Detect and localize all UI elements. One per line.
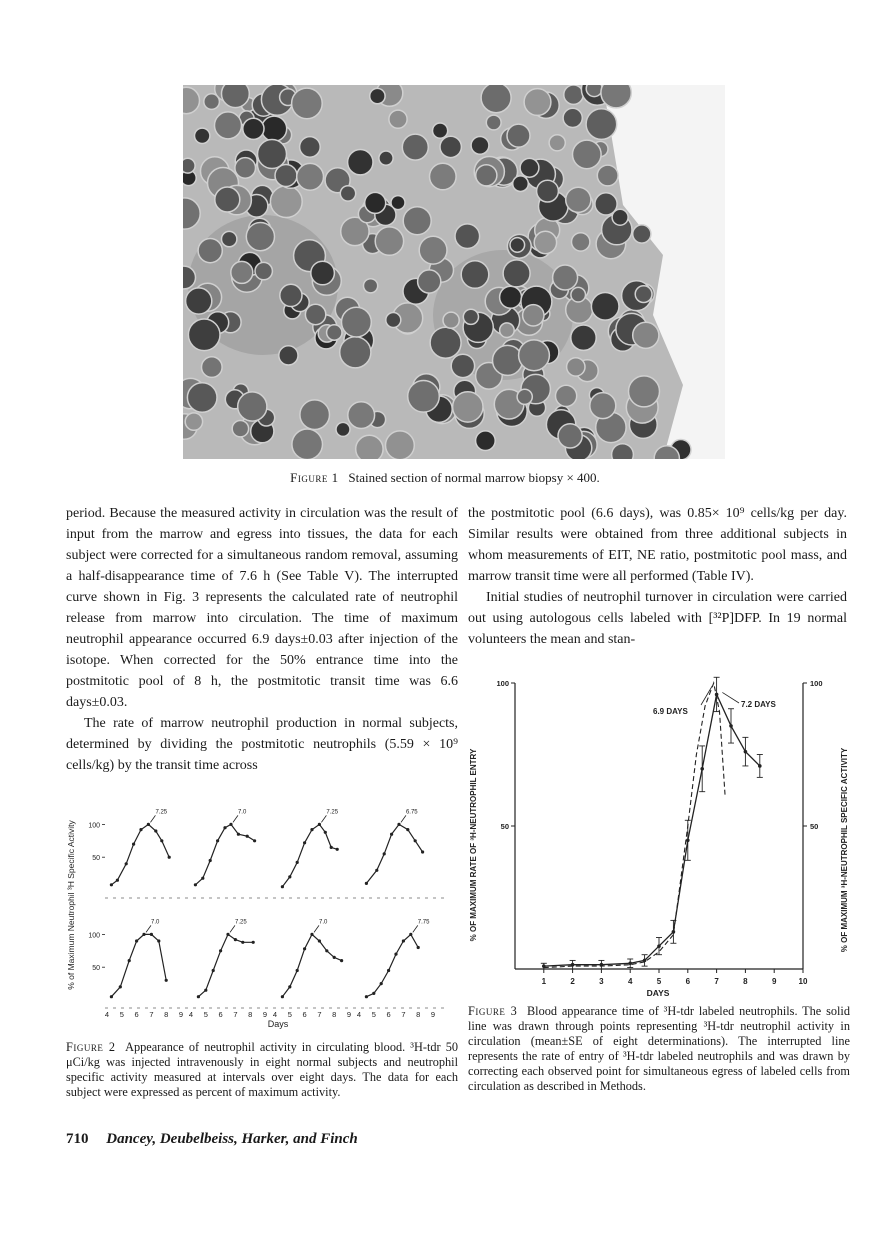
cell [386,313,401,328]
entry-rate-line [544,683,725,968]
x-tick-label: 6 [685,977,691,986]
cell [222,85,250,108]
data-point [686,839,690,843]
data-point [253,839,256,842]
cell [591,293,619,321]
cell [534,231,556,253]
data-point [394,953,397,956]
cell [258,140,287,169]
peak-label: 7.0 [237,809,247,816]
cell [590,393,616,419]
cell [186,288,212,314]
data-point [234,938,237,941]
cell [375,227,403,255]
peak-arrow [413,925,418,932]
x-tick-label: 6 [302,1010,307,1019]
cell [292,88,323,119]
figure-3-xlabel: DAYS [646,988,670,998]
x-tick-label: 8 [164,1010,169,1019]
cell [222,231,237,246]
data-point [150,933,153,936]
data-point [216,839,219,842]
specific-activity-line [544,694,760,966]
cell [601,85,631,108]
figure-3-chart [465,675,855,1005]
figure-1-text: Stained section of normal marrow biopsy × 400. [348,470,600,485]
cell [327,325,342,340]
series-line [366,934,418,996]
data-point [715,693,719,697]
cell [365,192,386,213]
data-point [387,969,390,972]
data-point [310,828,313,831]
peak-arrow [230,925,235,932]
cell [364,279,378,293]
data-point [288,875,291,878]
x-tick-label: 4 [104,1010,110,1019]
data-point [128,959,131,962]
cell [300,400,330,430]
peak-label: 7.25 [326,809,339,816]
cell [342,307,372,337]
peak-arrow [321,815,326,822]
cell [507,124,530,147]
cell [566,187,591,212]
cell [202,357,223,378]
cell [486,115,501,130]
x-tick-label: 5 [203,1010,208,1019]
y-tick-label: 100 [88,932,100,940]
cell [348,402,375,429]
data-point [380,982,383,985]
series-line [366,824,422,883]
data-point [365,995,368,998]
peak-arrow [233,815,238,822]
cell [510,238,525,253]
data-point [147,823,150,826]
x-tick-label: 1 [541,977,547,986]
cell [262,116,287,141]
data-point [571,963,575,967]
data-point [132,843,135,846]
x-tick-label: 5 [656,977,662,986]
peak-arrow [401,815,406,822]
cell [419,236,447,264]
data-point [119,985,122,988]
cell [430,327,461,358]
data-point [226,933,229,936]
data-point [154,829,157,832]
x-tick-label: 6 [134,1010,139,1019]
cell [238,392,267,421]
data-point [657,944,661,948]
x-tick-label: 5 [371,1010,376,1019]
cell [279,346,298,365]
cell [493,345,523,375]
cell [571,287,586,302]
data-point [325,949,328,952]
cell [433,123,448,138]
x-tick-label: 9 [178,1010,184,1019]
x-tick-label: 4 [627,977,633,986]
data-point [241,941,244,944]
data-point [417,946,420,949]
cell [476,431,496,451]
cell [215,112,242,139]
cell [300,137,321,158]
figure-1-caption [0,470,890,486]
data-point [324,831,327,834]
data-point [110,995,113,998]
cell [517,389,532,404]
figure-2-label: Figure 2 [66,1040,116,1054]
x-tick-label: 8 [332,1010,337,1019]
cell [451,354,474,377]
y-tick-label: 50 [92,855,100,863]
cell [520,158,539,177]
figure-3-left-ylabel: % OF MAXIMUM RATE OF ³H-NEUTROPHIL ENTRY [469,748,478,942]
figure-1-label: Figure 1 [290,470,339,485]
data-point [336,848,339,851]
y-tick-label: 50 [92,965,100,973]
data-point [643,959,647,963]
data-point [194,883,197,886]
data-point [204,989,207,992]
figure-3-annotation-solid: 7.2 DAYS [741,700,776,709]
cell [476,165,497,186]
figure-3-caption [468,1004,850,1094]
cell [481,85,511,113]
left-paragraph-1: period. Because the measured activity in circulation was the result of input from the marrow and egress into tissues, the data for each subject were corrected for a simultaneous random removal, assuming a half-disappearance time of 7.6 h (See Table V). The interrupted curve shown in Fig. 3 represents the calculated rate of neutrophil release from marrow into circulation. The time of maximum neutrophil appearance occurred 6.9 days±0.03 after injection of the isotope. When corrected for the 50% entrance time into the postmitotic pool of 8 h, the postmitotic transit time was 6.6 days±0.03. [66,506,458,710]
x-tick-label: 7 [149,1010,154,1019]
data-point [229,823,232,826]
cell [572,233,590,251]
cell [629,376,660,407]
cell [567,358,585,376]
cell [500,286,522,308]
cell [297,163,324,190]
cell [597,165,618,186]
data-point [729,724,733,728]
cell [188,319,220,351]
data-point [160,839,163,842]
y-tick-label-right: 50 [810,822,819,831]
cell [519,340,550,371]
cell [270,186,302,218]
cell [185,413,202,430]
authors: Dancey, Deubelbeiss, Harker, and Finch [106,1131,358,1147]
cell [379,151,393,165]
cell [340,337,371,368]
x-tick-label: 5 [287,1010,292,1019]
figure-2-caption [66,1040,458,1100]
figure-2-text: Appearance of neutrophil activity in circulating blood. ³H-tdr 50 μCi/kg was injected intravenously in eight normal subjects and neutrophil specific activity measured at intervals over eight days. The data for each subject were expressed as percent of maximum activity. [66,1040,458,1099]
cell [503,260,530,287]
x-tick-label: 10 [798,977,808,986]
series-line [111,824,169,884]
cell [305,304,325,324]
cell [549,135,565,151]
data-point [310,933,313,936]
data-point [212,969,215,972]
peak-label: 6.75 [405,809,418,816]
cell [402,134,428,160]
cell [348,150,373,175]
peak-label: 7.0 [151,919,160,926]
data-point [340,959,343,962]
data-point [406,828,409,831]
cell [198,239,222,263]
data-point [219,949,222,952]
data-point [318,823,321,826]
cell [537,180,559,202]
cell [255,262,272,279]
data-point [116,879,119,882]
peak-label: 7.75 [417,919,430,926]
data-point [288,985,291,988]
data-point [409,933,412,936]
cell [612,209,628,225]
data-point [139,828,142,831]
cell [523,305,544,326]
x-tick-label: 6 [218,1010,223,1019]
x-tick-label: 7 [233,1010,238,1019]
cell [408,381,440,413]
page-footer [66,1131,358,1148]
cell [556,385,577,406]
y-tick-label-left: 50 [500,822,509,831]
data-point [402,939,405,942]
data-point [330,846,333,849]
data-point [600,963,604,967]
cell [455,224,480,249]
cell [232,421,248,437]
x-tick-label: 8 [743,977,748,986]
cell [573,140,602,169]
cell [280,284,302,306]
data-point [142,933,145,936]
x-tick-label: 3 [599,977,604,986]
data-point [223,826,226,829]
peak-arrow [314,925,319,932]
x-tick-label: 9 [430,1010,436,1019]
data-point [135,939,138,942]
figure-3-right-ylabel: % OF MAXIMUM ³H-NEUTROPHIL SPECIFIC ACTIVITY [840,747,849,953]
figure-2-xlabel: Days [267,1019,289,1029]
data-point [744,750,748,754]
peak-label: 7.0 [319,919,328,926]
cell [195,128,210,143]
cell [513,176,529,192]
peak-label: 7.25 [155,809,168,816]
cell [586,85,602,97]
cell [635,286,652,303]
data-point [125,862,128,865]
data-point [303,947,306,950]
cell [586,109,617,140]
data-point [542,964,546,968]
cell [246,223,274,251]
x-tick-label: 7 [401,1010,406,1019]
cell [471,137,489,155]
marrow-micrograph [183,85,725,459]
data-point [252,941,255,944]
x-tick-label: 8 [416,1010,421,1019]
data-point [365,882,368,885]
x-tick-label: 9 [262,1010,268,1019]
data-point [303,841,306,844]
x-tick-label: 4 [272,1010,278,1019]
figure-2-chart [60,795,458,1035]
series-line [198,934,253,996]
right-text-column [468,503,847,650]
x-tick-label: 7 [714,977,719,986]
peak-label: 7.25 [235,919,247,926]
right-paragraph-1: the postmitotic pool (6.6 days), was 0.85× 10⁹ cells/kg per day. Similar results were obtained from three additional subjects in whom measurements of EIT, NE ratio, postmitotic pool mass, and marrow transit time were all performed (Table IV). [468,506,847,584]
data-point [383,852,386,855]
solid-peak-arrow [722,692,739,703]
cell [340,186,355,201]
data-point [414,839,417,842]
cell [453,392,483,422]
cell [440,136,461,157]
data-point [421,850,424,853]
cell [612,444,634,459]
cell [633,322,659,348]
cell [204,94,220,110]
data-point [209,859,212,862]
cell [524,89,551,116]
data-point [281,885,284,888]
x-tick-label: 2 [570,977,575,986]
data-point [168,856,171,859]
cell [553,265,578,290]
cell [430,163,457,190]
cell [389,110,407,128]
x-tick-label: 9 [346,1010,352,1019]
data-point [157,939,160,942]
cell [418,270,441,293]
cell [564,85,583,104]
right-paragraph-2: Initial studies of neutrophil turnover in circulation were carried out using autologous cells labeled with [³²P]DFP. In 19 normal volunteers the mean and stan- [468,590,847,647]
data-point [110,883,113,886]
figure-3-annotation-dashed: 6.9 DAYS [653,707,688,716]
cell [311,261,335,285]
data-point [375,869,378,872]
cell [183,158,195,173]
data-point [237,833,240,836]
data-point [672,930,676,934]
data-point [628,961,632,965]
x-tick-label: 7 [317,1010,322,1019]
cell [215,187,240,212]
x-tick-label: 5 [119,1010,124,1019]
cell [370,88,385,103]
cell [231,261,253,283]
cell [403,207,431,235]
cell [563,108,582,127]
data-point [390,833,393,836]
data-point [333,956,336,959]
y-tick-label: 100 [88,822,100,830]
cell [571,325,596,350]
data-point [201,877,204,880]
figure-2-ylabel: % of Maximum Neutrophil ³H Specific Activity [66,820,76,990]
data-point [758,764,762,768]
data-point [700,767,704,771]
left-text-column [66,503,458,776]
peak-arrow [150,815,155,822]
cell [187,383,217,413]
data-point [296,861,299,864]
page-number: 710 [66,1131,89,1147]
data-point [165,979,168,982]
cell [356,435,383,459]
figure-3-text: Blood appearance time of ³H-tdr labeled neutrophils. The solid line was drawn through points representing ³H-tdr neutrophil activity in circulation (mean±SE of eight determinations). The interrupted line represents the rate of entry of ³H-tdr labeled neutrophils and was drawn by correcting each observed point for simultaneous egress of labeled cells from circulation as described in Methods. [468,1004,850,1093]
cell [235,158,256,179]
data-point [397,823,400,826]
cell [292,429,323,459]
cell [558,424,582,448]
cell [463,309,478,324]
data-point [197,995,200,998]
x-tick-label: 8 [248,1010,253,1019]
cell [500,323,515,338]
x-tick-label: 6 [386,1010,391,1019]
y-tick-label-left: 100 [496,679,509,688]
left-paragraph-2: The rate of marrow neutrophil production in normal subjects, determined by dividing the postmitotic neutrophils (5.59 × 10⁹ cells/kg) by the transit time across [66,716,458,773]
y-tick-label-right: 100 [810,679,823,688]
cell [443,312,459,328]
x-tick-label: 4 [356,1010,362,1019]
peak-arrow [146,925,151,932]
cell [461,261,489,289]
data-point [246,835,249,838]
series-line [195,824,254,884]
x-tick-label: 9 [771,977,777,986]
data-point [296,969,299,972]
x-tick-label: 4 [188,1010,194,1019]
data-point [318,939,321,942]
figure-3-label: Figure 3 [468,1004,518,1018]
cell [336,422,350,436]
cell [386,431,415,459]
data-point [281,995,284,998]
data-point [372,992,375,995]
cell [243,118,264,139]
cell [633,225,651,243]
